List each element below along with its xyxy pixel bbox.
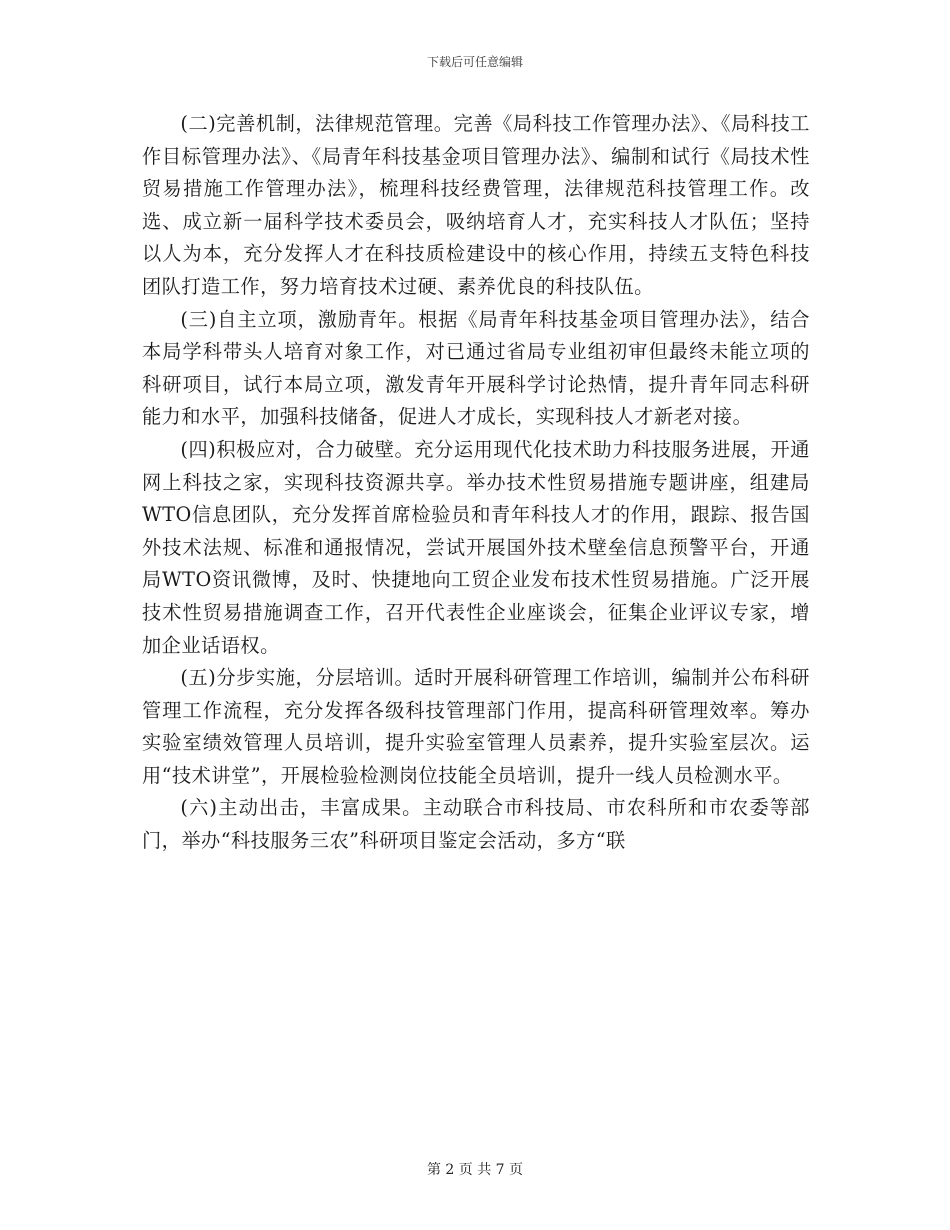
paragraph-2: (二)完善机制，法律规范管理。完善《局科技工作管理办法》、《局科技工作目标管理办法》、《局青年科技基金项目管理办法》、编制和试行《局技术性贸易措施工作管理办法》，梳理科技经费管理，法律规范科技管理工作。改选、成立新一届科学技术委员会，吸纳培育人才，充实科技人才队伍；坚持以人为本，充分发挥人才在科技质检建设中的核心作用，持续五支特色科技团队打造工作，努力培育技术过硬、素养优良的科技队伍。 [142,112,810,298]
paragraph-5: (五)分步实施，分层培训。适时开展科研管理工作培训，编制并公布科研管理工作流程，充分发挥各级科技管理部门作用，提高科研管理效率。筹办实验室绩效管理人员培训，提升实验室管理人员素养，提升实验室层次。运用“技术讲堂”，开展检验检测岗位技能全员培训，提升一线人员检测水平。 [142,666,810,787]
paragraph-3: (三)自主立项，激励青年。根据《局青年科技基金项目管理办法》，结合本局学科带头人培育对象工作，对已通过省局专业组初审但最终未能立项的科研项目，试行本局立项，激发青年开展科学讨论热情，提升青年同志科研能力和水平，加强科技储备，促进人才成长，实现科技人才新老对接。 [142,307,810,429]
document-body [142,108,810,858]
page-header-note: 下载后可任意编辑 [426,55,523,69]
page-number: 第 2 页 共 7 页 [426,1162,524,1178]
paragraph-4: (四)积极应对，合力破壁。充分运用现代化技术助力科技服务进展，开通网上科技之家，实现科技资源共享。举办技术性贸易措施专题讲座，组建局WTO信息团队，充分发挥首席检验员和青年科技人才的作用，跟踪、报告国外技术法规、标准和通报情况，尝试开展国外技术壁垒信息预警平台，开通局WTO资讯微博，及时、快捷地向工贸企业发布技术性贸易措施。广泛开展技术性贸易措施调查工作，召开代表性企业座谈会，征集企业评议专家，增加企业话语权。 [142,437,810,657]
paragraph-6: (六)主动出击，丰富成果。主动联合市科技局、市农科所和市农委等部门，举办“科技服务三农”科研项目鉴定会活动，多方“联 [142,796,810,853]
